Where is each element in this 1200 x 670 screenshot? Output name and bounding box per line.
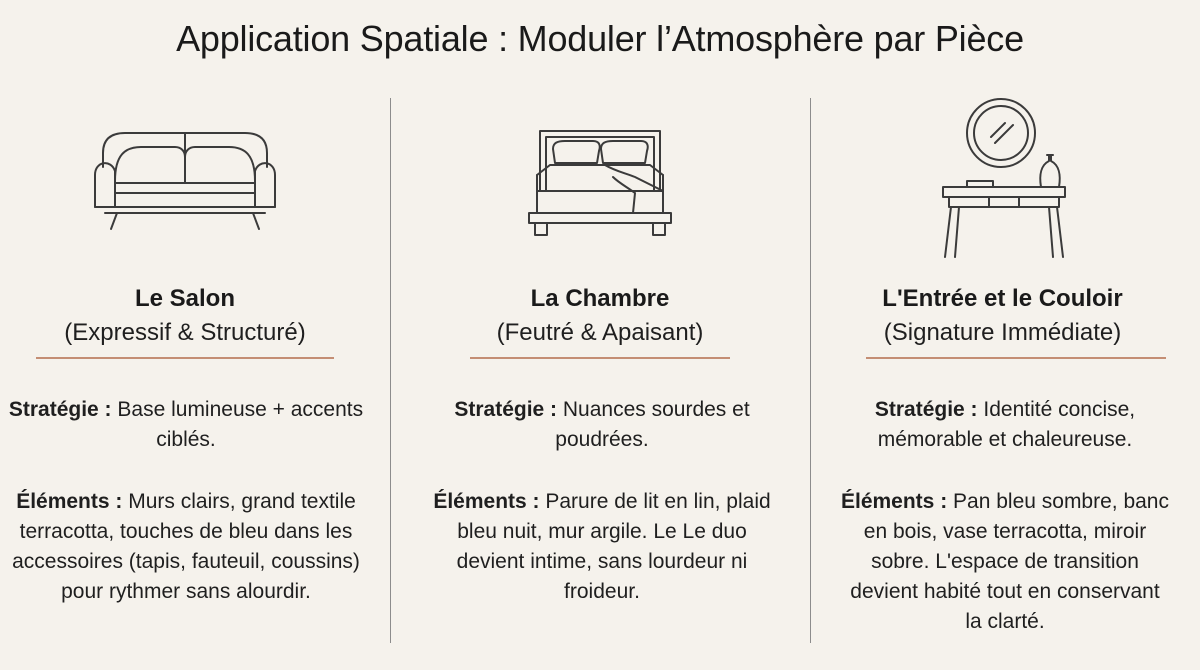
illustration	[400, 95, 800, 245]
room-title: Le Salon	[134, 285, 236, 312]
elements-body: Murs clairs, grand textile terracotta, touches de bleu dans les accessoires (tapis, fauteuil, coussins) pour rythmer sans alourdir.	[12, 490, 360, 603]
illustration	[0, 95, 370, 245]
bed-icon	[515, 95, 685, 245]
elements-body: Pan bleu sombre, banc en bois, vase terracotta, miroir sobre. L'espace de transition devient habité tout en conservant la clarté.	[850, 490, 1169, 633]
room-title: L'Entrée et le Couloir	[882, 285, 1123, 312]
accent-divider	[470, 357, 730, 359]
room-subtitle: (Signature Immédiate)	[883, 319, 1122, 346]
strategy-label: Stratégie :	[8, 398, 112, 421]
strategy-body: Identité concise, mémorable et chaleureuse.	[877, 398, 1136, 451]
accent-divider	[866, 357, 1166, 359]
strategy-text	[840, 395, 1170, 455]
room-subtitle: (Expressif & Structuré)	[64, 319, 306, 346]
elements-label: Éléments :	[433, 490, 540, 513]
room-column-chambre	[400, 95, 800, 670]
strategy-text	[8, 395, 364, 455]
column-divider	[390, 98, 391, 643]
strategy-text	[424, 395, 780, 455]
sofa-icon	[85, 95, 285, 245]
strategy-body: Base lumineuse + accents ciblés.	[111, 398, 364, 451]
room-column-entree	[820, 95, 1185, 670]
elements-body: Parure de lit en lin, plaid bleu nuit, mur argile. Le Le duo devient intime, sans lourdeur ni froideur.	[456, 490, 771, 603]
page-title: Application Spatiale : Moduler l’Atmosphère par Pièce	[176, 18, 1024, 59]
accent-divider	[36, 357, 334, 359]
elements-label: Éléments :	[16, 490, 123, 513]
elements-label: Éléments :	[840, 490, 948, 513]
room-column-salon	[0, 95, 370, 670]
elements-text	[8, 487, 364, 607]
elements-text	[840, 487, 1170, 637]
illustration	[820, 95, 1185, 245]
strategy-label: Stratégie :	[874, 398, 978, 421]
column-divider	[810, 98, 811, 643]
console-mirror-icon	[933, 95, 1073, 265]
room-title: La Chambre	[530, 285, 670, 312]
elements-text	[424, 487, 780, 607]
strategy-label: Stratégie :	[454, 398, 558, 421]
room-subtitle: (Feutré & Apaisant)	[496, 319, 704, 346]
strategy-body: Nuances sourdes et poudrées.	[555, 398, 750, 451]
